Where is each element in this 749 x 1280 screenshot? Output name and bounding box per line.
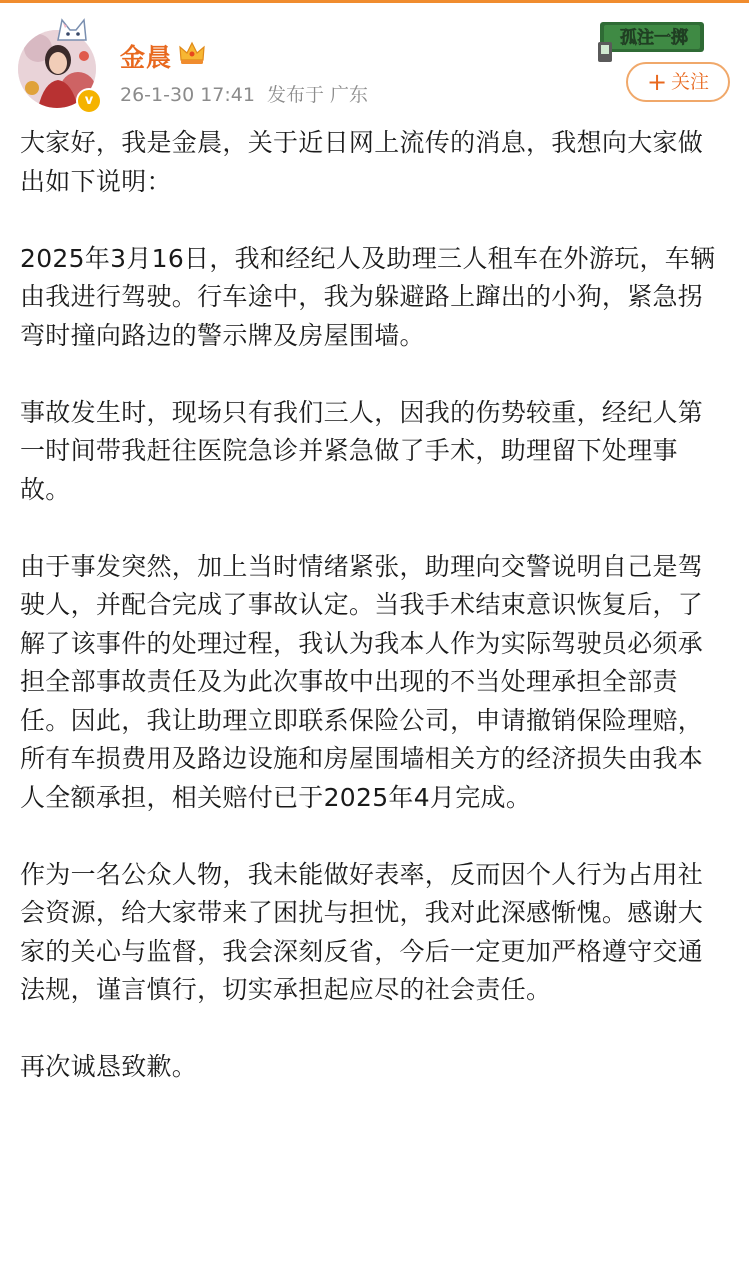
verified-badge-icon: v	[76, 88, 102, 114]
top-accent-bar	[0, 0, 749, 3]
follow-button[interactable]	[626, 62, 730, 102]
cat-ears-decoration-icon	[54, 16, 90, 42]
crown-icon	[178, 40, 206, 66]
post-paragraph: 大家好，我是金晨，关于近日网上流传的消息，我想向大家做出如下说明：	[20, 128, 704, 196]
post-paragraph: 作为一名公众人物，我未能做好表率，反而因个人行为占用社会资源，给大家带来了困扰与担忧，我对此深感惭愧。感谢大家的关心与监督，我会深刻反省，今后一定更加严格遵守交通法规，谨言慎行，切实承担起应尽的社会责任。	[20, 859, 704, 1004]
deco-banner-text: 孤注一掷	[620, 28, 688, 48]
plus-icon: +	[646, 68, 668, 96]
post-date: 26-1-30 17:41	[120, 84, 255, 106]
username[interactable]: 金晨	[120, 43, 173, 72]
post-body	[20, 124, 720, 1125]
post-location: 发布于 广东	[266, 84, 368, 106]
post-paragraph: 2025年3月16日，我和经纪人及助理三人租车在外游玩，车辆由我进行驾驶。行车途中，我为躲避路上蹿出的小狗，紧急拐弯时撞向路边的警示牌及房屋围墙。	[20, 243, 716, 350]
post-meta	[120, 80, 368, 107]
post-paragraph: 由于事发突然，加上当时情绪紧张，助理向交警说明自己是驾驶人，并配合完成了事故认定。当我手术结束意识恢复后，了解了该事件的处理过程，我认为我本人作为实际驾驶员必须承担全部事故责任及为此次事故中出现的不当处理承担全部责任。因此，我让助理立即联系保险公司，申请撤销保险理赔，所有车损费用及路边设施和房屋围墙相关方的经济损失由我本人全额承担，相关赔付已于2025年4月完成。	[20, 551, 704, 812]
post-header	[0, 16, 749, 116]
post-paragraph: 事故发生时，现场只有我们三人，因我的伤势较重，经纪人第一时间带我赶往医院急诊并紧急做了手术，助理留下处理事故。	[20, 397, 704, 504]
deco-banner-icon	[596, 16, 708, 64]
post-paragraph: 再次诚恳致歉。	[20, 1052, 198, 1081]
follow-label: 关注	[671, 71, 710, 93]
